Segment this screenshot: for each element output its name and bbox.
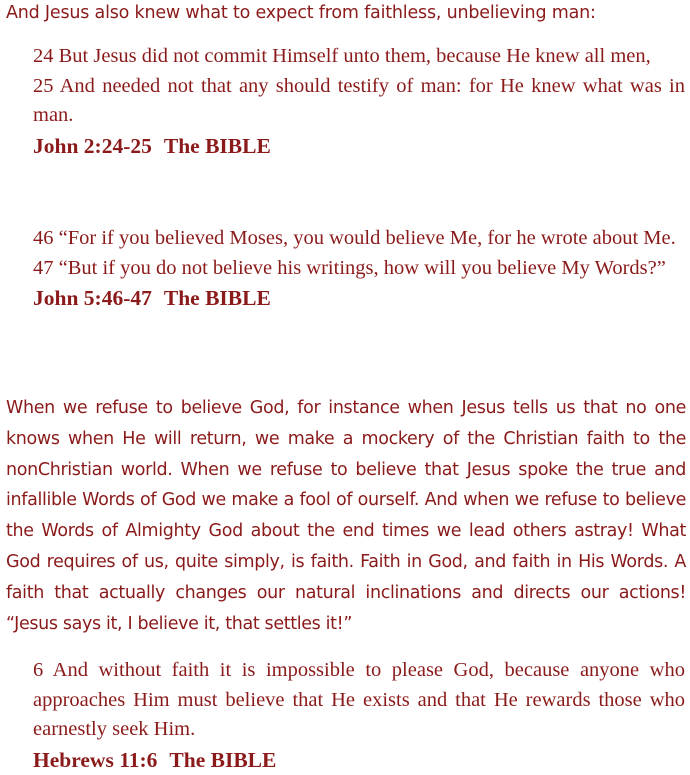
verse-24: 24 But Jesus did not commit Himself unto them, because He knew all men,	[33, 45, 651, 67]
reference-source: The BIBLE	[163, 133, 271, 158]
verse-25: 25 And needed not that any should testify of man: for He knew what was in man.	[33, 74, 685, 126]
reference-source: The BIBLE	[163, 286, 271, 310]
reference-source: The BIBLE	[169, 747, 277, 772]
intro-line: And Jesus also knew what to expect from faithless, unbelieving man:	[6, 3, 596, 23]
verse-46: 46 “For if you believed Moses, you would believe Me, for he wrote about Me.	[33, 227, 676, 249]
scripture-reference	[33, 131, 685, 161]
scripture-quote-john-2	[33, 42, 685, 161]
reference-book: Hebrews 11:6	[33, 747, 158, 772]
verse-47: 47 “But if you do not believe his writings, how will you believe My Words?”	[33, 256, 666, 279]
verse-6: 6 And without faith it is impossible to please God, because anyone who approaches Him must believe that He exists and that He rewards those who earnestly seek Him.	[33, 659, 685, 740]
scripture-reference	[33, 745, 685, 775]
commentary-paragraph: When we refuse to believe God, for instance when Jesus tells us that no one knows when He will return, we make a mockery of the Christian faith to the nonChristian world. When we refuse to believe that Jesus spoke the true and infallible Words of God we make a fool of ourself. And when we refuse to believe the Words of Almighty God about the end times we lead others astray! What God requires of us, quite simply, is faith. Faith in God, and faith in His Words. A faith that actually changes our natural inclinations and directs our actions! “Jesus says it, I believe it, that settles it!”	[6, 398, 686, 634]
scripture-quote-john-5	[33, 224, 685, 313]
reference-book: John 2:24-25	[33, 133, 152, 158]
scripture-quote-hebrews-11	[33, 656, 685, 775]
scripture-reference	[33, 283, 685, 313]
reference-book: John 5:46-47	[33, 286, 152, 310]
